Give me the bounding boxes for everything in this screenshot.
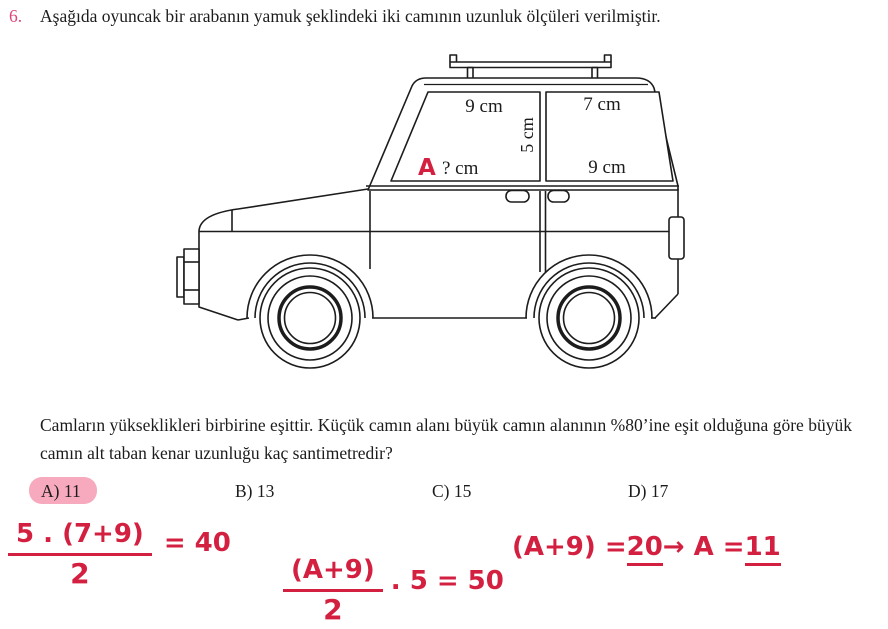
fraction — [283, 556, 383, 626]
fraction-bar — [8, 553, 152, 556]
step-expression: . 5 = 50 — [390, 566, 504, 596]
choice-b: B) 13 — [235, 481, 275, 501]
choice-d: D) 17 — [628, 481, 669, 501]
solution-step-3 — [512, 533, 781, 566]
front-window-var-label: A — [418, 155, 436, 181]
choice-a: A) 11 — [41, 481, 81, 501]
step-lead: (A+9) = — [512, 532, 627, 562]
rear-window-bottom-label: 9 cm — [588, 157, 626, 178]
fraction-bar — [283, 589, 383, 592]
step-mid: → A = — [662, 532, 745, 562]
fraction — [8, 520, 152, 590]
rear-window-top-label: 7 cm — [583, 94, 621, 115]
underlined-value: 20 — [627, 533, 663, 566]
front-window-top-label: 9 cm — [465, 96, 503, 117]
question-number: 6. — [9, 6, 23, 26]
front-wheel-icon — [260, 268, 360, 368]
fraction-denominator: 2 — [323, 592, 343, 626]
question-paragraph: Camların yükseklikleri birbirine eşittir. Küçük camın alanı büyük camın alanının %80’ine eşit olduğuna göre büyük camın alt taban kenar uzunluğu kaç santimetredir? — [40, 415, 852, 463]
fraction-numerator: (A+9) — [291, 555, 375, 585]
choice-c: C) 15 — [432, 481, 472, 501]
solution-step-2 — [283, 556, 504, 626]
roof-rack-icon — [450, 55, 611, 79]
rear-wheel-icon — [539, 268, 639, 368]
front-window-bottom-label: ? cm — [442, 158, 479, 179]
front-bumper — [177, 249, 199, 304]
fraction-denominator: 2 — [70, 556, 90, 590]
fraction-numerator: 5 . (7+9) — [16, 519, 144, 549]
question-text: Aşağıda oyuncak bir arabanın yamuk şeklindeki iki camının uzunluk ölçüleri verilmiştir. — [40, 6, 661, 26]
door-handle-icon — [506, 191, 529, 203]
underlined-value: 11 — [745, 533, 781, 566]
window-height-label: 5 cm — [517, 117, 537, 153]
step-result: = 40 — [163, 528, 231, 558]
toy-car-diagram — [0, 50, 888, 410]
door-handle-icon — [548, 191, 569, 203]
tail-light — [669, 217, 684, 259]
solution-step-1 — [8, 520, 231, 590]
